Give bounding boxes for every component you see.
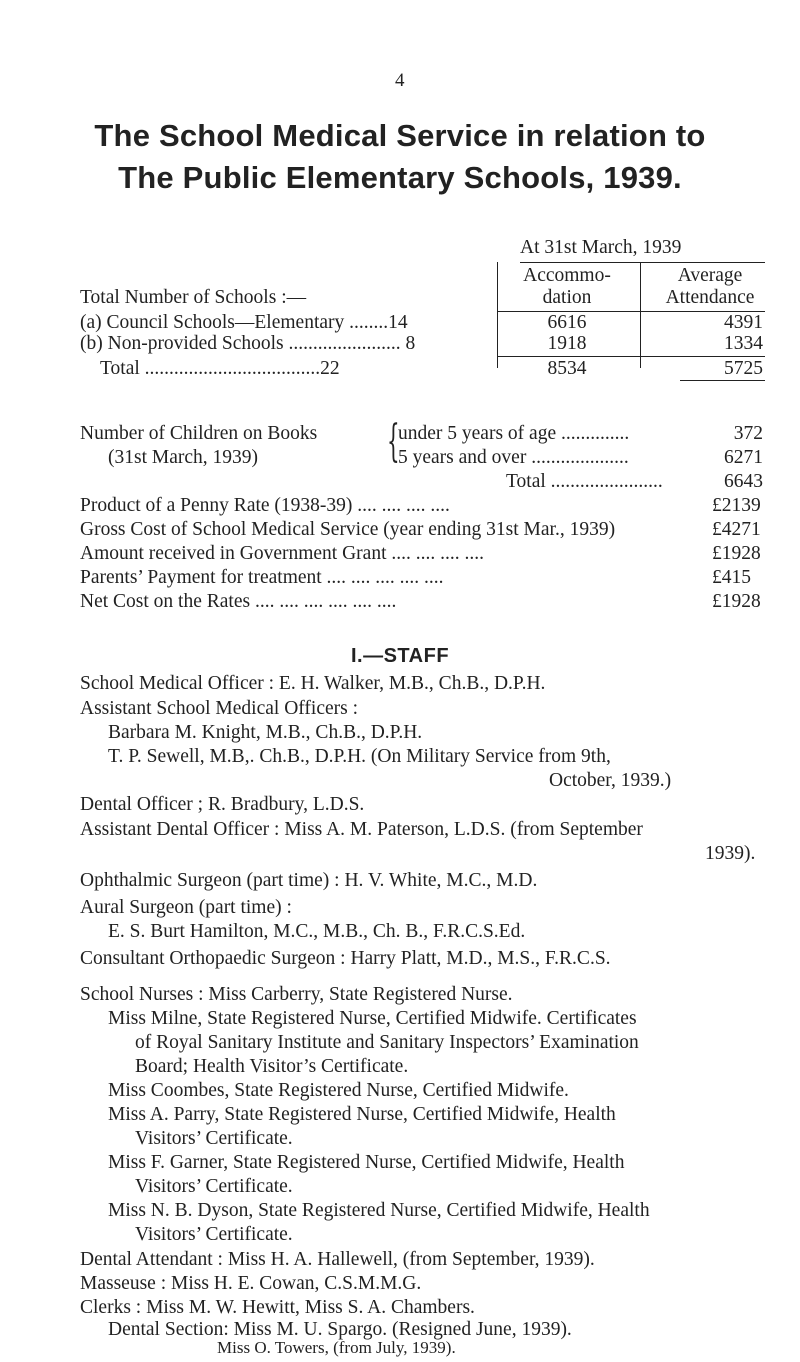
clerks: Clerks : Miss M. W. Hewitt, Miss S. A. Chambers.	[80, 1297, 475, 1318]
children-label-l1: Number of Children on Books	[80, 423, 318, 444]
nurse-garner-l1: Miss F. Garner, State Registered Nurse, Certified Midwife, Health	[108, 1152, 625, 1173]
children-label-l2: (31st March, 1939)	[108, 447, 259, 468]
brace-glyph: {	[387, 416, 400, 467]
parents-payment-label: Parents’ Payment for treatment .... .... .... .... ....	[80, 567, 444, 588]
nurse-dyson-l1: Miss N. B. Dyson, State Registered Nurse, Certified Midwife, Health	[108, 1200, 650, 1221]
net-cost-value: £1928	[712, 591, 761, 612]
row-total-label: Total ....................................22	[100, 358, 340, 379]
aural-surgeon-l2: E. S. Burt Hamilton, M.C., M.B., Ch. B., F.R.C.S.Ed.	[108, 921, 526, 942]
over5-label: 5 years and over ....................	[398, 447, 629, 468]
penny-rate-value: £2139	[712, 495, 761, 516]
net-cost-label: Net Cost on the Rates .... .... .... .... .... ....	[80, 591, 397, 612]
col-attendance-header-l1: Average	[677, 265, 743, 286]
col-attendance-header-l2: Attendance	[665, 287, 755, 308]
nurse-dyson-l2: Visitors’ Certificate.	[135, 1224, 293, 1245]
orthopaedic-surgeon: Consultant Orthopaedic Surgeon : Harry Platt, M.D., M.S., F.R.C.S.	[80, 948, 611, 969]
staff-sewell-l1: T. P. Sewell, M.B,. Ch.B., D.P.H. (On Military Service from 9th,	[108, 746, 611, 767]
nurse-garner-l2: Visitors’ Certificate.	[135, 1176, 293, 1197]
row-total-attendance: 5725	[724, 358, 763, 379]
penny-rate-label: Product of a Penny Rate (1938-39) .... .... .... ....	[80, 495, 450, 516]
staff-knight: Barbara M. Knight, M.B., Ch.B., D.P.H.	[108, 722, 423, 743]
row-council-attendance: 4391	[724, 312, 763, 333]
children-total-value: 6643	[724, 471, 763, 492]
gross-cost-value: £4271	[712, 519, 761, 540]
page-title-line1: The School Medical Service in relation to	[94, 118, 706, 153]
staff-heading: I.—STAFF	[350, 645, 450, 667]
table-bottom-rule	[680, 380, 765, 381]
page-number: 4	[395, 70, 405, 91]
parents-payment-value: £415	[712, 567, 751, 588]
under5-value: 372	[733, 423, 763, 444]
dental-officer: Dental Officer ; R. Bradbury, L.D.S.	[80, 794, 365, 815]
school-nurses: School Nurses : Miss Carberry, State Registered Nurse.	[80, 984, 513, 1005]
under5-label: under 5 years of age ..............	[398, 423, 630, 444]
government-grant-value: £1928	[712, 543, 761, 564]
nurse-coombes: Miss Coombes, State Registered Nurse, Certified Midwife.	[108, 1080, 569, 1101]
dental-section-l1: Dental Section: Miss M. U. Spargo. (Resigned June, 1939).	[108, 1319, 572, 1340]
assistant-dental-officer-l1: Assistant Dental Officer : Miss A. M. Paterson, L.D.S. (from September	[80, 819, 643, 840]
table-date-header: At 31st March, 1939	[520, 237, 682, 258]
staff-sewell-l2: October, 1939.)	[549, 770, 672, 791]
table-top-rule	[520, 262, 765, 263]
col-accommodation-header-l1: Accommo-	[523, 265, 611, 286]
gross-cost-label: Gross Cost of School Medical Service (year ending 31st Mar., 1939)	[80, 519, 616, 540]
nurse-milne-l3: Board; Health Visitor’s Certificate.	[135, 1056, 409, 1077]
school-medical-officer: School Medical Officer : E. H. Walker, M.B., Ch.B., D.P.H.	[80, 673, 546, 694]
nurse-parry-l1: Miss A. Parry, State Registered Nurse, Certified Midwife, Health	[108, 1104, 616, 1125]
row-nonprovided-attendance: 1334	[724, 333, 763, 354]
row-nonprovided-accommodation: 1918	[547, 333, 587, 354]
assistant-medical-officers-heading: Assistant School Medical Officers :	[80, 698, 359, 719]
nurse-parry-l2: Visitors’ Certificate.	[135, 1128, 293, 1149]
over5-value: 6271	[724, 447, 763, 468]
row-nonprovided-label: (b) Non-provided Schools ....................... 8	[80, 333, 416, 354]
aural-surgeon-l1: Aural Surgeon (part time) :	[80, 897, 292, 918]
schools-total-number-label: Total Number of Schools :—	[80, 287, 307, 308]
row-council-label: (a) Council Schools—Elementary ........14	[80, 312, 408, 333]
dental-section-l2: Miss O. Towers, (from July, 1939).	[217, 1338, 456, 1357]
children-total-label: Total .......................	[506, 471, 663, 492]
government-grant-label: Amount received in Government Grant .... .... .... ....	[80, 543, 484, 564]
page-title-line2: The Public Elementary Schools, 1939.	[118, 160, 682, 195]
row-council-accommodation: 6616	[547, 312, 587, 333]
assistant-dental-officer-l2: 1939).	[705, 843, 756, 864]
dental-attendant: Dental Attendant : Miss H. A. Hallewell, (from September, 1939).	[80, 1249, 595, 1270]
nurse-milne-l2: of Royal Sanitary Institute and Sanitary Inspectors’ Examination	[135, 1032, 639, 1053]
nurse-milne-l1: Miss Milne, State Registered Nurse, Certified Midwife. Certificates	[108, 1008, 637, 1029]
row-total-accommodation: 8534	[547, 358, 587, 379]
col-accommodation-header-l2: dation	[542, 287, 592, 308]
masseuse: Masseuse : Miss H. E. Cowan, C.S.M.M.G.	[80, 1273, 422, 1294]
ophthalmic-surgeon: Ophthalmic Surgeon (part time) : H. V. White, M.C., M.D.	[80, 870, 538, 891]
